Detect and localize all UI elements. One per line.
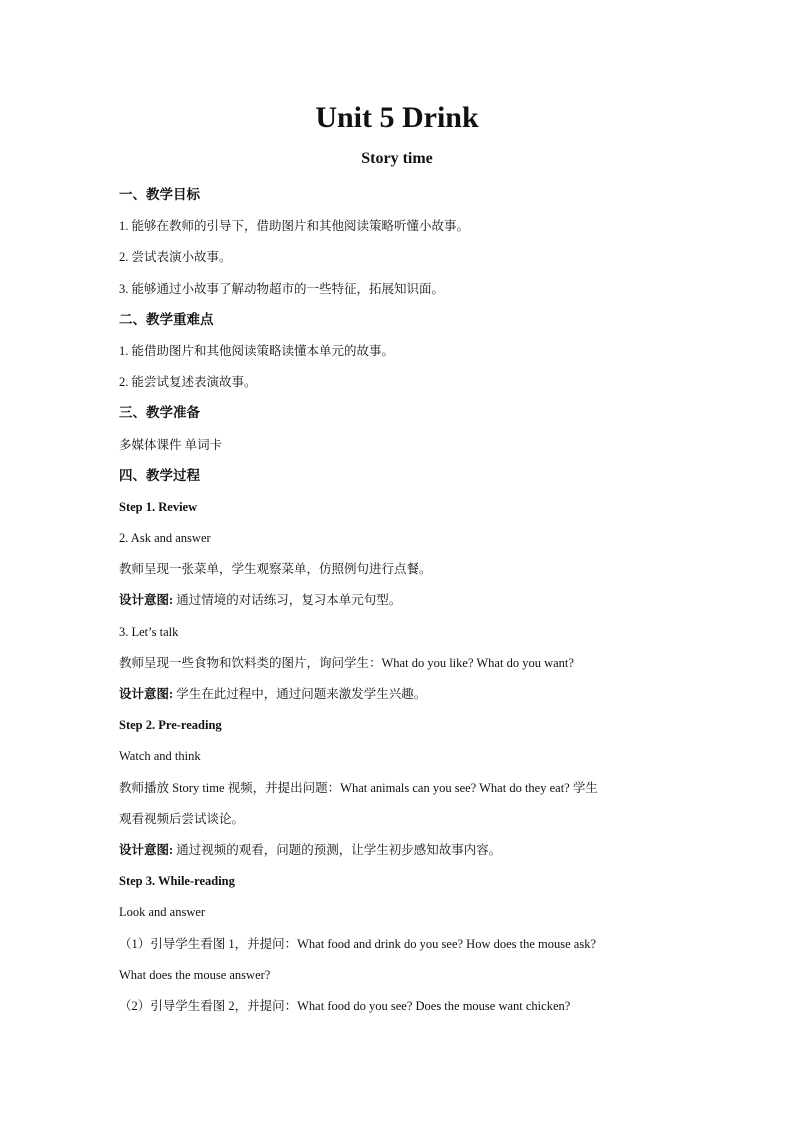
design-intent-text: 通过视频的观看，问题的预测，让学生初步感知故事内容。 xyxy=(173,842,502,857)
step-heading: Step 2. Pre-reading xyxy=(119,718,222,733)
design-intent-line xyxy=(119,589,679,620)
page-subtitle: Story time xyxy=(361,150,433,167)
paragraph-line: 2. 尝试表演小故事。 xyxy=(119,250,232,265)
design-intent-text: 通过情境的对话练习，复习本单元句型。 xyxy=(173,593,402,608)
design-intent-label: 设计意图: xyxy=(119,593,174,608)
section-heading: 四、教学过程 xyxy=(119,467,200,483)
paragraph-line: 1. 能够在教师的引导下，借助图片和其他阅读策略听懂小故事。 xyxy=(119,219,470,234)
paragraph-line: 教师呈现一张菜单，学生观察菜单，仿照例句进行点餐。 xyxy=(119,562,432,577)
paragraph-line: Watch and think xyxy=(119,749,201,764)
paragraph-line: 2. Ask and answer xyxy=(119,531,211,546)
paragraph-line: 3. Let’s talk xyxy=(119,624,179,639)
step-heading: Step 3. While-reading xyxy=(119,874,235,889)
paragraph-line: 观看视频后尝试谈论。 xyxy=(119,811,245,826)
paragraph-line: What does the mouse answer? xyxy=(119,967,271,982)
design-intent-line xyxy=(119,683,679,714)
paragraph-line: 教师呈现一些食物和饮料类的图片，询问学生：What do you like? What do you want? xyxy=(119,655,574,670)
design-intent-label: 设计意图: xyxy=(119,842,174,857)
step-heading: Step 1. Review xyxy=(119,499,198,514)
paragraph-line: Look and answer xyxy=(119,905,206,920)
paragraph-line: 教师播放 Story time 视频，并提出问题：What animals can you see? What do they eat? 学生 xyxy=(119,780,598,795)
design-intent-label: 设计意图: xyxy=(119,687,174,701)
design-intent-text: 学生在此过程中，通过问题来激发学生兴趣。 xyxy=(173,687,427,701)
paragraph-line: 1. 能借助图片和其他阅读策略读懂本单元的故事。 xyxy=(119,343,395,358)
paragraph-line: 3. 能够通过小故事了解动物超市的一些特征，拓展知识面。 xyxy=(119,281,445,296)
paragraph-line: （1）引导学生看图 1，并提问：What food and drink do you see? How does the mouse ask? xyxy=(119,936,597,951)
paragraph-line: （2）引导学生看图 2，并提问：What food do you see? Does the mouse want chicken? xyxy=(119,998,571,1013)
document-body xyxy=(119,184,679,1026)
paragraph-line: 2. 能尝试复述表演故事。 xyxy=(119,375,257,390)
section-heading: 三、教学准备 xyxy=(119,405,200,421)
paragraph-line: 多媒体课件 单词卡 xyxy=(119,437,223,452)
design-intent-line xyxy=(119,839,679,870)
section-heading: 二、教学重难点 xyxy=(119,311,214,327)
section-heading: 一、教学目标 xyxy=(119,187,200,202)
page-title: Unit 5 Drink xyxy=(315,101,479,134)
